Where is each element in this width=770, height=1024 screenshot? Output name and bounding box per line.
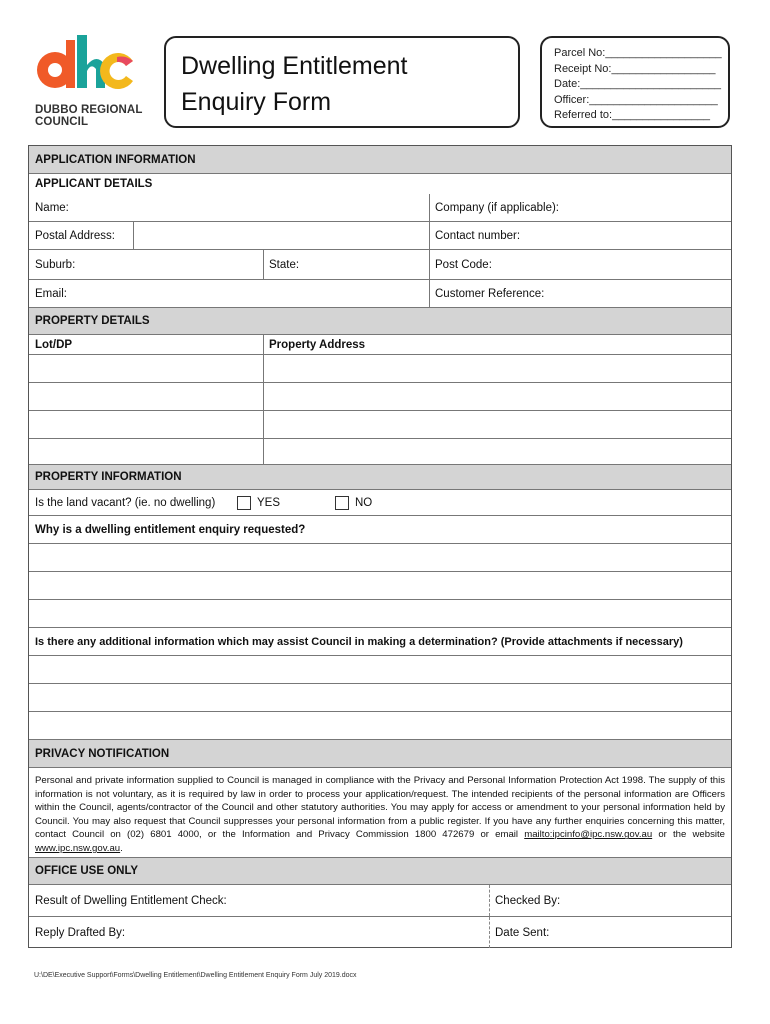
row-postal-contact — [29, 222, 731, 250]
company-field[interactable]: Company (if applicable): — [435, 201, 560, 214]
form-title-line1: Dwelling Entitlement — [181, 52, 408, 80]
answer-line[interactable] — [29, 712, 731, 740]
receipt-no-field[interactable]: Receipt No:_________________ — [554, 62, 716, 75]
why-question: Why is a dwelling entitlement enquiry requested? — [29, 516, 731, 544]
section-privacy-notification: PRIVACY NOTIFICATION — [29, 740, 731, 768]
property-row[interactable] — [29, 355, 731, 383]
reply-drafted-field[interactable]: Reply Drafted By: — [35, 926, 126, 939]
answer-line[interactable] — [29, 684, 731, 712]
result-check-field[interactable]: Result of Dwelling Entitlement Check: — [35, 894, 227, 907]
document-path-footer: U:\DE\Executive Support\Forms\Dwelling Entitlement\Dwelling Entitlement Enquiry Form July 2019.docx — [34, 972, 357, 979]
property-row[interactable] — [29, 383, 731, 411]
answer-line[interactable] — [29, 544, 731, 572]
yes-checkbox[interactable] — [237, 496, 251, 510]
land-vacant-question: Is the land vacant? (ie. no dwelling) — [35, 496, 216, 509]
row-name-company — [29, 194, 731, 222]
row-result-checked — [29, 885, 731, 917]
subsection-applicant-details: APPLICANT DETAILS — [35, 178, 153, 190]
row-land-vacant — [29, 490, 731, 516]
property-address-header: Property Address — [269, 338, 366, 351]
office-details-box — [540, 36, 730, 128]
answer-line[interactable] — [29, 572, 731, 600]
answer-line[interactable] — [29, 600, 731, 628]
email-field[interactable]: Email: — [35, 287, 67, 300]
form-title-line2: Enquiry Form — [181, 88, 332, 116]
logo-text: DUBBO REGIONAL COUNCIL — [35, 104, 143, 128]
ipc-email-link[interactable]: mailto:ipcinfo@ipc.nsw.gov.au — [524, 829, 653, 841]
property-table-header — [29, 335, 731, 355]
row-email-reference — [29, 280, 731, 308]
privacy-text-row — [29, 768, 731, 858]
post-code-field[interactable]: Post Code: — [435, 258, 492, 271]
lot-dp-header: Lot/DP — [35, 338, 73, 351]
no-checkbox[interactable] — [335, 496, 349, 510]
state-field[interactable]: State: — [269, 258, 300, 271]
section-office-use-only: OFFICE USE ONLY — [29, 858, 731, 885]
name-field[interactable]: Name: — [35, 201, 69, 214]
row-suburb-state-postcode — [29, 250, 731, 280]
date-field[interactable]: Date:_______________________ — [554, 78, 721, 90]
date-sent-field[interactable]: Date Sent: — [495, 926, 550, 939]
contact-number-field[interactable]: Contact number: — [435, 229, 521, 242]
no-option[interactable]: NO — [329, 490, 419, 515]
checked-by-field[interactable]: Checked By: — [495, 894, 561, 907]
referred-to-field[interactable]: Referred to:________________ — [554, 109, 710, 121]
customer-reference-field[interactable]: Customer Reference: — [435, 287, 545, 300]
parcel-no-field[interactable]: Parcel No:___________________ — [554, 47, 722, 59]
form-title-box — [164, 36, 520, 128]
section-application-information: APPLICATION INFORMATION — [29, 146, 731, 174]
section-property-information: PROPERTY INFORMATION — [29, 465, 731, 490]
additional-info-question: Is there any additional information which may assist Council in making a determination? (Provide attachments if necessary) — [29, 628, 731, 656]
yes-option[interactable]: YES — [231, 490, 321, 515]
postal-address-label: Postal Address: — [35, 229, 115, 242]
property-row[interactable] — [29, 411, 731, 439]
suburb-field[interactable]: Suburb: — [35, 258, 76, 271]
privacy-text: Personal and private information supplied to Council is managed in compliance with the Privacy and Personal Information Protection Act 1998. The supply of this information is not voluntary, as it is required by law in order to process your application/request. The intended recipients of the personal information are Officers within the Council, agents/contractor of the Council and other statutory authorities. You may apply for access or amendment to your personal information held by Council. You may also request that Council suppresses your personal information from a public register. If you have any further enquiries concerning this matter, contact Council on (02) 6801 4000, or the Information and Privacy Commission 1800 472679 or email mailto:ipcinfo@ipc.nsw.gov.au or the website www.ipc.nsw.gov.au. — [35, 775, 725, 854]
section-property-details: PROPERTY DETAILS — [29, 308, 731, 335]
row-reply-date — [29, 917, 731, 948]
postal-address-input[interactable] — [133, 222, 429, 249]
property-row[interactable] — [29, 439, 731, 465]
officer-field[interactable]: Officer:_____________________ — [554, 93, 718, 106]
ipc-website-link[interactable]: www.ipc.nsw.gov.au — [35, 842, 121, 854]
enquiry-form — [28, 145, 732, 948]
answer-line[interactable] — [29, 656, 731, 684]
